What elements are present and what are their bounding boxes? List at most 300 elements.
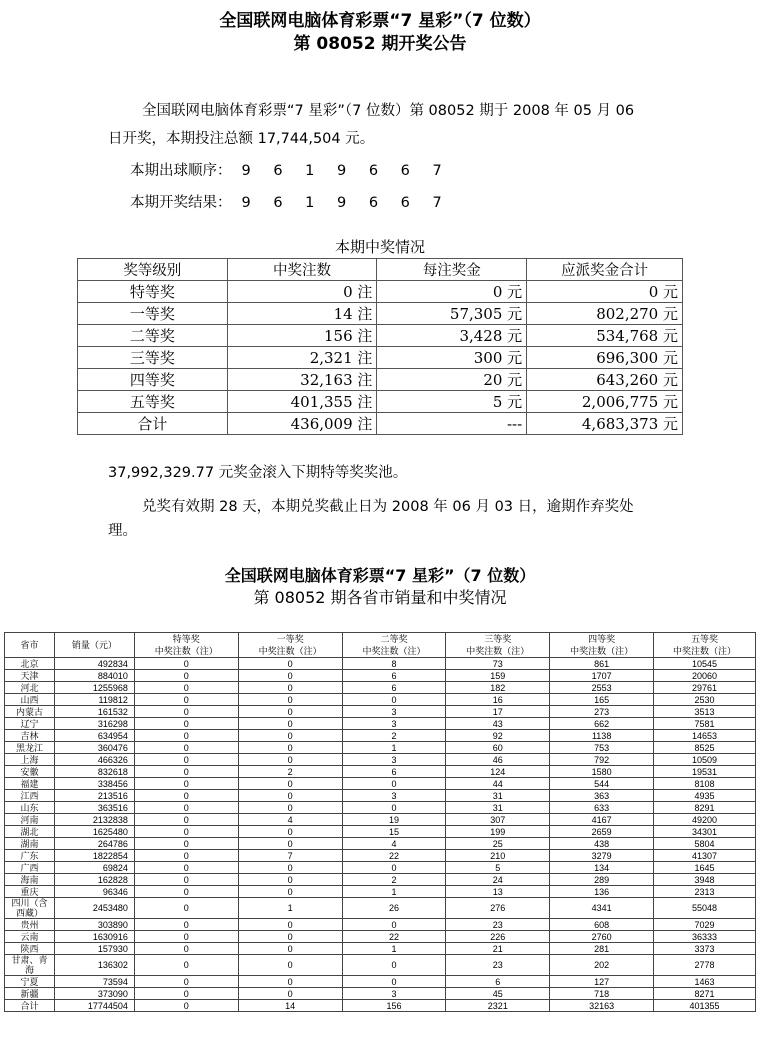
province-row	[5, 1000, 756, 1012]
province-count: 24	[446, 874, 550, 886]
province-sales: 1630916	[54, 931, 134, 943]
header-cell: 中奖注数	[227, 259, 377, 281]
prize-cell: 2,006,775 元	[527, 391, 683, 413]
province-count: 0	[238, 838, 342, 850]
province-sales: 17744504	[54, 1000, 134, 1012]
province-count: 3	[342, 706, 446, 718]
header-cell: 每注奖金	[377, 259, 527, 281]
prize-row	[78, 347, 683, 369]
province-count: 16	[446, 694, 550, 706]
prize-cell: 5 元	[377, 391, 527, 413]
prize-cell: 57,305 元	[377, 303, 527, 325]
header-grade	[134, 633, 238, 658]
prize-table	[77, 258, 683, 435]
province-count: 46	[446, 754, 550, 766]
province-count: 0	[134, 802, 238, 814]
province-name: 陕西	[5, 943, 55, 955]
province-count: 8271	[654, 988, 756, 1000]
province-count: 10509	[654, 754, 756, 766]
province-count: 17	[446, 706, 550, 718]
prize-cell: 14 注	[227, 303, 377, 325]
province-count: 92	[446, 730, 550, 742]
province-name: 安徽	[5, 766, 55, 778]
grade-sub: 中奖注数（注）	[362, 646, 426, 656]
prize-cell: 401,355 注	[227, 391, 377, 413]
grade-name: 一等奖	[276, 634, 304, 644]
province-count: 23	[446, 955, 550, 976]
province-row	[5, 931, 756, 943]
prize-cell: 0 注	[227, 281, 377, 303]
province-count: 6	[342, 682, 446, 694]
province-count: 0	[134, 898, 238, 919]
province-row	[5, 706, 756, 718]
province-row	[5, 754, 756, 766]
province-sales: 1625480	[54, 826, 134, 838]
province-count: 3373	[654, 943, 756, 955]
rollover-note: 37,992,329.77 元奖金滚入下期特等奖奖池。	[108, 465, 408, 481]
province-name: 山东	[5, 802, 55, 814]
province-count: 7	[238, 850, 342, 862]
draw-order	[130, 158, 451, 184]
province-count: 182	[446, 682, 550, 694]
province-sales: 634954	[54, 730, 134, 742]
province-count: 0	[134, 931, 238, 943]
province-count: 0	[238, 826, 342, 838]
prize-cell: 二等奖	[78, 325, 228, 347]
province-count: 0	[134, 1000, 238, 1012]
prize-row	[78, 281, 683, 303]
province-sales: 832618	[54, 766, 134, 778]
prize-row	[78, 391, 683, 413]
province-count: 73	[446, 658, 550, 670]
province-row	[5, 778, 756, 790]
header-sales: 销量（元）	[54, 633, 134, 658]
province-name: 贵州	[5, 919, 55, 931]
province-count: 0	[342, 976, 446, 988]
province-sales: 161532	[54, 706, 134, 718]
prize-cell: 534,768 元	[527, 325, 683, 347]
province-count: 3	[342, 754, 446, 766]
draw-order-numbers: 9 6 1 9 6 6 7	[241, 163, 451, 179]
province-name: 上海	[5, 754, 55, 766]
province-count: 6	[342, 670, 446, 682]
grade-name: 四等奖	[588, 634, 616, 644]
province-sales: 69824	[54, 862, 134, 874]
province-count: 1	[238, 898, 342, 919]
province-table	[4, 632, 756, 1012]
grade-name: 五等奖	[691, 634, 719, 644]
prize-cell: 156 注	[227, 325, 377, 347]
province-row	[5, 988, 756, 1000]
province-count: 1580	[550, 766, 654, 778]
province-count: 165	[550, 694, 654, 706]
province-count: 60	[446, 742, 550, 754]
prize-cell: 802,270 元	[527, 303, 683, 325]
province-count: 0	[238, 730, 342, 742]
province-count: 0	[238, 943, 342, 955]
prize-cell: 300 元	[377, 347, 527, 369]
province-row	[5, 838, 756, 850]
province-name: 山西	[5, 694, 55, 706]
province-count: 4	[238, 814, 342, 826]
province-count: 1707	[550, 670, 654, 682]
prize-cell: 696,300 元	[527, 347, 683, 369]
prize-cell: 三等奖	[78, 347, 228, 369]
header-grade	[238, 633, 342, 658]
province-row	[5, 814, 756, 826]
province-count: 124	[446, 766, 550, 778]
province-title: 全国联网电脑体育彩票“7 星彩”（7 位数）	[224, 566, 536, 585]
province-row	[5, 826, 756, 838]
province-count: 29761	[654, 682, 756, 694]
province-row	[5, 886, 756, 898]
province-count: 4	[342, 838, 446, 850]
province-count: 31	[446, 802, 550, 814]
province-sales: 162828	[54, 874, 134, 886]
province-count: 401355	[654, 1000, 756, 1012]
province-count: 0	[134, 886, 238, 898]
province-count: 23	[446, 919, 550, 931]
province-count: 633	[550, 802, 654, 814]
prize-cell: 436,009 注	[227, 413, 377, 435]
province-count: 0	[134, 814, 238, 826]
province-count: 0	[342, 802, 446, 814]
province-count: 0	[238, 886, 342, 898]
province-sales: 2453480	[54, 898, 134, 919]
validity-line-1: 兑奖有效期 28 天，本期兑奖截止日为 2008 年 06 月 03 日，逾期作弃奖处	[142, 499, 634, 515]
prize-cell: 2,321 注	[227, 347, 377, 369]
draw-order-label: 本期出球顺序：	[130, 163, 232, 179]
province-count: 0	[134, 826, 238, 838]
province-row	[5, 658, 756, 670]
grade-sub: 中奖注数（注）	[570, 646, 634, 656]
province-count: 134	[550, 862, 654, 874]
province-count: 43	[446, 718, 550, 730]
province-count: 0	[238, 862, 342, 874]
province-row	[5, 694, 756, 706]
province-count: 544	[550, 778, 654, 790]
province-count: 281	[550, 943, 654, 955]
province-sales: 1255968	[54, 682, 134, 694]
province-count: 1	[342, 742, 446, 754]
prize-row	[78, 369, 683, 391]
province-count: 363	[550, 790, 654, 802]
prize-cell: 0 元	[377, 281, 527, 303]
prize-cell: 4,683,373 元	[527, 413, 683, 435]
province-subtitle: 第 08052 期各省市销量和中奖情况	[253, 588, 507, 607]
province-sales: 96346	[54, 886, 134, 898]
province-name: 湖南	[5, 838, 55, 850]
province-count: 19531	[654, 766, 756, 778]
province-sales: 466326	[54, 754, 134, 766]
province-count: 7029	[654, 919, 756, 931]
prize-cell: 0 元	[527, 281, 683, 303]
announcement-line-2: 日开奖，本期投注总额 17,744,504 元。	[108, 131, 375, 147]
grade-name: 二等奖	[380, 634, 408, 644]
province-row	[5, 976, 756, 988]
prize-cell: 四等奖	[78, 369, 228, 391]
province-name: 四川（含西藏）	[5, 898, 55, 919]
province-count: 792	[550, 754, 654, 766]
province-count: 36333	[654, 931, 756, 943]
prize-cell: 五等奖	[78, 391, 228, 413]
province-count: 34301	[654, 826, 756, 838]
province-count: 0	[238, 955, 342, 976]
province-count: 2659	[550, 826, 654, 838]
province-sales: 492834	[54, 658, 134, 670]
draw-result-label: 本期开奖结果：	[130, 195, 232, 211]
province-count: 0	[238, 670, 342, 682]
province-sales: 303890	[54, 919, 134, 931]
province-count: 45	[446, 988, 550, 1000]
province-count: 0	[134, 682, 238, 694]
province-count: 14653	[654, 730, 756, 742]
province-count: 41307	[654, 850, 756, 862]
province-count: 8	[342, 658, 446, 670]
province-count: 4341	[550, 898, 654, 919]
province-count: 0	[238, 976, 342, 988]
province-count: 0	[134, 850, 238, 862]
province-count: 0	[238, 874, 342, 886]
header-cell: 应派奖金合计	[527, 259, 683, 281]
province-count: 861	[550, 658, 654, 670]
province-count: 273	[550, 706, 654, 718]
header-grade	[654, 633, 756, 658]
province-row	[5, 670, 756, 682]
page-subtitle: 第 08052 期开奖公告	[293, 34, 467, 54]
province-count: 210	[446, 850, 550, 862]
province-name: 天津	[5, 670, 55, 682]
province-row	[5, 766, 756, 778]
province-row	[5, 730, 756, 742]
province-count: 1	[342, 886, 446, 898]
province-count: 0	[134, 766, 238, 778]
province-sales: 73594	[54, 976, 134, 988]
prize-table-title: 本期中奖情况	[334, 238, 425, 256]
province-sales: 373090	[54, 988, 134, 1000]
province-count: 2	[238, 766, 342, 778]
province-count: 1645	[654, 862, 756, 874]
province-count: 5	[446, 862, 550, 874]
prize-cell: 合计	[78, 413, 228, 435]
province-count: 0	[238, 988, 342, 1000]
province-count: 0	[134, 862, 238, 874]
prize-cell: 一等奖	[78, 303, 228, 325]
province-count: 1	[342, 943, 446, 955]
province-name: 辽宁	[5, 718, 55, 730]
province-count: 15	[342, 826, 446, 838]
province-count: 438	[550, 838, 654, 850]
province-count: 0	[342, 955, 446, 976]
province-name: 北京	[5, 658, 55, 670]
province-count: 3	[342, 790, 446, 802]
validity-line-2: 理。	[108, 523, 137, 539]
province-row	[5, 919, 756, 931]
province-name: 河南	[5, 814, 55, 826]
province-count: 8108	[654, 778, 756, 790]
province-count: 20060	[654, 670, 756, 682]
header-cell: 奖等级别	[78, 259, 228, 281]
province-count: 3513	[654, 706, 756, 718]
province-count: 2313	[654, 886, 756, 898]
province-count: 1138	[550, 730, 654, 742]
province-count: 0	[134, 955, 238, 976]
province-count: 3	[342, 718, 446, 730]
province-sales: 1822854	[54, 850, 134, 862]
province-count: 22	[342, 931, 446, 943]
header-grade	[342, 633, 446, 658]
province-count: 0	[134, 742, 238, 754]
province-count: 0	[134, 790, 238, 802]
province-sales: 2132838	[54, 814, 134, 826]
province-count: 0	[134, 754, 238, 766]
prize-cell: ---	[377, 413, 527, 435]
province-count: 0	[238, 742, 342, 754]
province-name: 新疆	[5, 988, 55, 1000]
province-sales: 157930	[54, 943, 134, 955]
prize-cell: 3,428 元	[377, 325, 527, 347]
province-row	[5, 742, 756, 754]
province-count: 6	[342, 766, 446, 778]
grade-name: 特等奖	[172, 634, 200, 644]
province-count: 718	[550, 988, 654, 1000]
announcement-line-1: 全国联网电脑体育彩票“7 星彩”（7 位数）第 08052 期于 2008 年 05 月 06	[142, 103, 635, 119]
province-row	[5, 718, 756, 730]
province-count: 22	[342, 850, 446, 862]
province-row	[5, 862, 756, 874]
province-name: 江西	[5, 790, 55, 802]
province-count: 0	[238, 718, 342, 730]
province-count: 0	[134, 658, 238, 670]
province-name: 黑龙江	[5, 742, 55, 754]
province-count: 32163	[550, 1000, 654, 1012]
province-count: 289	[550, 874, 654, 886]
province-count: 0	[238, 778, 342, 790]
province-count: 0	[134, 838, 238, 850]
province-count: 0	[134, 718, 238, 730]
province-name: 海南	[5, 874, 55, 886]
province-count: 3	[342, 988, 446, 1000]
province-count: 0	[134, 730, 238, 742]
grade-sub: 中奖注数（注）	[154, 646, 218, 656]
province-count: 1463	[654, 976, 756, 988]
draw-result-numbers: 9 6 1 9 6 6 7	[241, 195, 451, 211]
province-count: 0	[238, 694, 342, 706]
province-name: 云南	[5, 931, 55, 943]
province-table-header	[5, 633, 756, 658]
prize-table-header	[78, 259, 683, 281]
province-count: 14	[238, 1000, 342, 1012]
province-name: 合计	[5, 1000, 55, 1012]
province-count: 31	[446, 790, 550, 802]
province-sales: 136302	[54, 955, 134, 976]
province-count: 19	[342, 814, 446, 826]
province-count: 0	[238, 790, 342, 802]
province-count: 0	[134, 919, 238, 931]
header-province: 省市	[5, 633, 55, 658]
province-count: 10545	[654, 658, 756, 670]
grade-sub: 中奖注数（注）	[466, 646, 530, 656]
province-name: 宁夏	[5, 976, 55, 988]
prize-row	[78, 325, 683, 347]
header-grade	[550, 633, 654, 658]
province-count: 2	[342, 730, 446, 742]
header-grade	[446, 633, 550, 658]
province-name: 河北	[5, 682, 55, 694]
province-count: 8525	[654, 742, 756, 754]
prize-row	[78, 413, 683, 435]
prize-cell: 20 元	[377, 369, 527, 391]
province-count: 44	[446, 778, 550, 790]
province-count: 0	[134, 988, 238, 1000]
province-count: 2553	[550, 682, 654, 694]
province-row	[5, 790, 756, 802]
province-count: 4167	[550, 814, 654, 826]
province-count: 0	[134, 943, 238, 955]
province-count: 26	[342, 898, 446, 919]
province-sales: 884010	[54, 670, 134, 682]
province-name: 广西	[5, 862, 55, 874]
province-sales: 264786	[54, 838, 134, 850]
province-count: 7581	[654, 718, 756, 730]
province-count: 0	[134, 976, 238, 988]
province-count: 2321	[446, 1000, 550, 1012]
province-count: 753	[550, 742, 654, 754]
province-count: 276	[446, 898, 550, 919]
province-count: 13	[446, 886, 550, 898]
prize-cell: 特等奖	[78, 281, 228, 303]
province-count: 2778	[654, 955, 756, 976]
province-count: 0	[238, 682, 342, 694]
province-count: 136	[550, 886, 654, 898]
province-count: 3948	[654, 874, 756, 886]
draw-result	[130, 190, 451, 216]
province-count: 2	[342, 874, 446, 886]
province-row	[5, 850, 756, 862]
province-count: 307	[446, 814, 550, 826]
province-count: 25	[446, 838, 550, 850]
province-count: 0	[134, 706, 238, 718]
province-sales: 360476	[54, 742, 134, 754]
province-count: 127	[550, 976, 654, 988]
province-count: 0	[134, 874, 238, 886]
province-count: 3279	[550, 850, 654, 862]
province-count: 156	[342, 1000, 446, 1012]
province-count: 608	[550, 919, 654, 931]
province-count: 4935	[654, 790, 756, 802]
province-count: 0	[238, 919, 342, 931]
province-count: 0	[238, 931, 342, 943]
province-count: 8291	[654, 802, 756, 814]
province-name: 内蒙古	[5, 706, 55, 718]
province-sales: 316298	[54, 718, 134, 730]
grade-sub: 中奖注数（注）	[673, 646, 737, 656]
province-name: 吉林	[5, 730, 55, 742]
province-count: 0	[342, 862, 446, 874]
province-count: 0	[134, 694, 238, 706]
province-count: 21	[446, 943, 550, 955]
province-count: 662	[550, 718, 654, 730]
province-count: 5804	[654, 838, 756, 850]
province-count: 0	[238, 658, 342, 670]
province-count: 6	[446, 976, 550, 988]
province-count: 159	[446, 670, 550, 682]
province-count: 0	[238, 706, 342, 718]
prize-cell: 643,260 元	[527, 369, 683, 391]
province-count: 2530	[654, 694, 756, 706]
province-row	[5, 682, 756, 694]
prize-cell: 32,163 注	[227, 369, 377, 391]
